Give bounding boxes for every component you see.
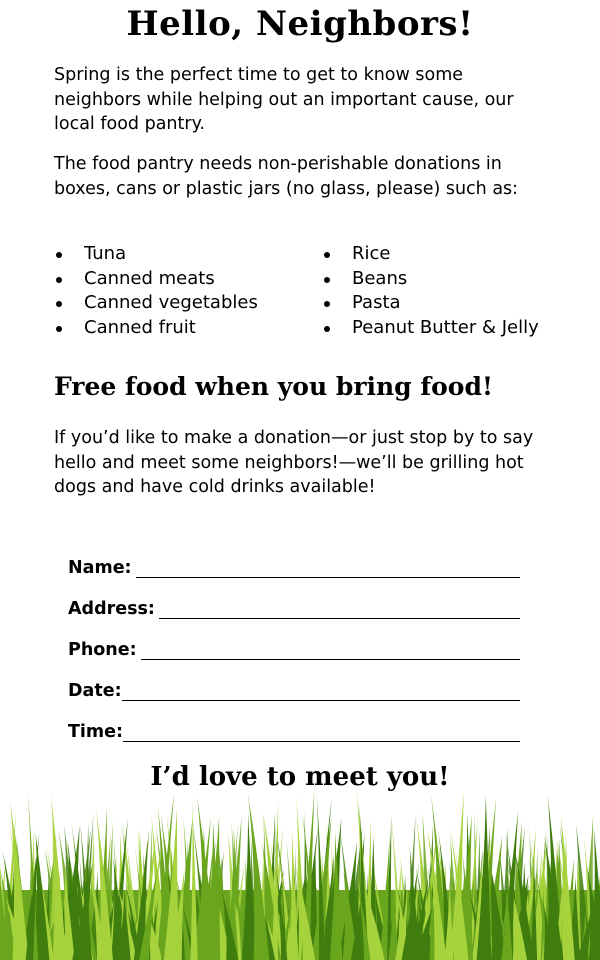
list-item: Peanut Butter & Jelly <box>322 316 539 341</box>
list-item: Canned vegetables <box>54 291 258 316</box>
time-blank-line[interactable] <box>123 723 520 742</box>
phone-label: Phone: <box>68 640 137 660</box>
name-field[interactable] <box>68 554 520 578</box>
address-field[interactable] <box>68 595 520 619</box>
list-item: Canned fruit <box>54 316 258 341</box>
address-blank-line[interactable] <box>159 600 520 619</box>
list-item: Rice <box>322 242 539 267</box>
time-field[interactable] <box>68 718 520 742</box>
list-item: Pasta <box>322 291 539 316</box>
donation-list-left <box>54 242 258 340</box>
list-item: Tuna <box>54 242 258 267</box>
invite-paragraph: If you’d like to make a donation—or just stop by to say hello and meet some neighbors!—we’ll be grilling hot dogs and have cold drinks available! <box>54 428 534 497</box>
date-blank-line[interactable] <box>122 682 520 701</box>
address-label: Address: <box>68 599 155 619</box>
needs-paragraph: The food pantry needs non-perishable donations in boxes, cans or plastic jars (no glass, please) such as: <box>54 154 519 199</box>
grass-illustration <box>0 770 600 960</box>
date-label: Date: <box>68 681 122 701</box>
date-field[interactable] <box>68 677 520 701</box>
phone-field[interactable] <box>68 636 520 660</box>
phone-blank-line[interactable] <box>141 641 520 660</box>
donation-list-right <box>322 242 539 340</box>
name-blank-line[interactable] <box>136 559 520 578</box>
name-label: Name: <box>68 558 132 578</box>
intro-paragraph: Spring is the perfect time to get to know some neighbors while helping out an important cause, our local food pantry. <box>54 65 514 134</box>
list-item: Beans <box>322 267 539 292</box>
list-item: Canned meats <box>54 267 258 292</box>
closing-message: I’d love to meet you! <box>150 762 450 792</box>
time-label: Time: <box>68 722 124 742</box>
flyer-title: Hello, Neighbors! <box>126 4 474 44</box>
free-food-heading: Free food when you bring food! <box>54 372 493 401</box>
